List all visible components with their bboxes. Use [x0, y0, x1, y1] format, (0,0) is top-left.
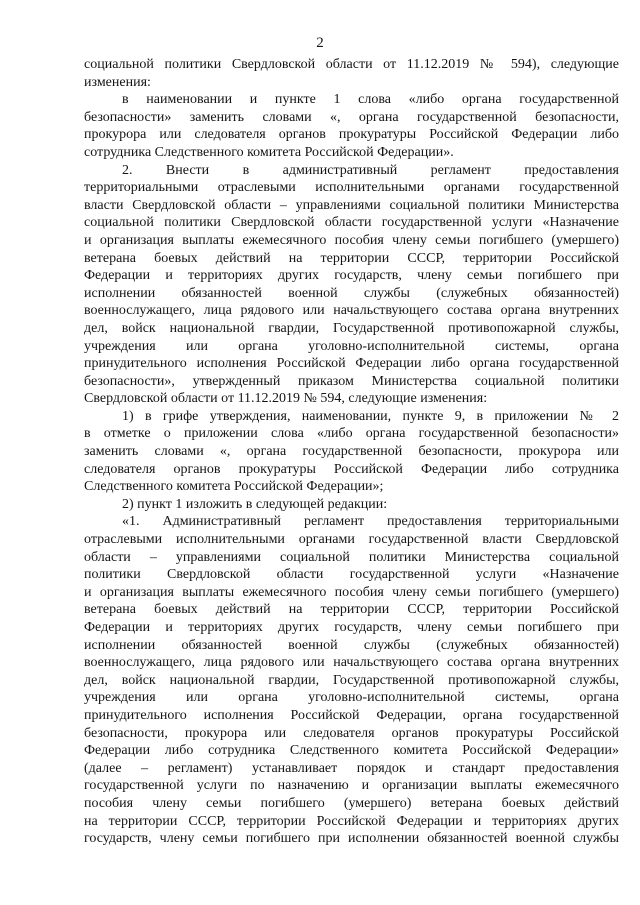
text-line: государств, члену семьи погибшего при исполнении обязанностей военной службы	[84, 831, 619, 847]
text-line: безопасности» заменить словами «, органа государственной безопасности,	[84, 109, 619, 125]
document-body	[84, 56, 619, 848]
text-line: сотрудника Следственного комитета Российской Федерации».	[84, 144, 454, 160]
text-line: пособия члену семьи погибшего (умершего) ветерана боевых действий	[84, 795, 619, 811]
text-line: социальной политики Свердловской области от 11.12.2019 № 594), следующие	[84, 57, 619, 72]
text-line: Федерации и территориях других государств, члену семьи погибшего при	[84, 620, 619, 635]
text-line: исполнении обязанностей военной службы (служебных обязанностей)	[84, 637, 619, 653]
text-line: учреждения или органа уголовно-исполнительной системы, органа	[84, 690, 619, 706]
text-line: ветерана боевых действий на территории СССР, территории Российской	[84, 250, 619, 266]
text-line: власти Свердловской области – управлениями социальной политики Министерства	[84, 197, 619, 213]
text-line: «1. Административный регламент предоставления территориальными	[122, 514, 619, 530]
text-line: дел, войск национальной гвардии, Государственной противопожарной службы,	[84, 320, 619, 336]
text-line: Федерации либо сотрудника Следственного комитета Российской Федерации»	[84, 743, 619, 759]
text-line: следователя органов прокуратуры Российской Федерации либо сотрудника	[84, 461, 619, 477]
text-line: принудительного исполнения Российской Федерации либо органа государственной	[84, 356, 619, 372]
text-line: политики Свердловской области государственной услуги «Назначение	[84, 567, 619, 583]
text-line: отраслевыми исполнительными органами государственной власти Свердловской	[84, 532, 619, 548]
text-line: военнослужащего, лица рядового или начальствующего состава органа внутренних	[84, 655, 619, 671]
text-line: 2) пункт 1 изложить в следующей редакции:	[122, 496, 388, 512]
text-line: территориальными отраслевыми исполнительными органами государственной	[84, 180, 619, 196]
text-line: и организация выплаты ежемесячного пособия члену семьи погибшего (умершего)	[84, 584, 619, 600]
text-line: 2. Внести в административный регламент предоставления	[122, 162, 619, 178]
text-line: (далее – регламент) устанавливает порядок и стандарт предоставления	[84, 760, 619, 776]
text-line: Следственного комитета Российской Федерации»;	[84, 479, 384, 495]
text-line: 1) в грифе утверждения, наименовании, пункте 9, в приложении № 2	[122, 408, 619, 424]
text-line: принудительного исполнения Российской Федерации, органа государственной	[84, 707, 619, 723]
text-line: и организация выплаты ежемесячного пособия члену семьи погибшего (умершего)	[84, 232, 619, 248]
text-line: исполнении обязанностей военной службы (служебных обязанностей)	[84, 285, 619, 301]
text-line: в отметке о приложении слова «либо органа государственной безопасности»	[84, 426, 619, 442]
text-line: заменить словами «, органа государственной безопасности, прокурора или	[84, 444, 619, 460]
text-line: социальной политики Свердловской области государственной услуги «Назначение	[84, 215, 619, 231]
text-line: военнослужащего, лица рядового или начальствующего состава органа внутренних	[84, 303, 619, 319]
text-line: безопасности», утвержденный приказом Министерства социальной политики	[84, 373, 619, 389]
text-line: дел, войск национальной гвардии, Государственной противопожарной службы,	[84, 672, 619, 688]
text-line: безопасности, прокурора или следователя органов прокуратуры Российской	[84, 725, 619, 741]
text-line: на территории СССР, территории Российской Федерации и территориях других	[84, 813, 619, 829]
text-line: прокурора или следователя органов прокуратуры Российской Федерации либо	[84, 127, 619, 143]
text-line: изменения:	[84, 74, 151, 90]
page-number: 2	[316, 35, 324, 51]
text-line: Свердловской области от 11.12.2019 № 594, следующие изменения:	[84, 391, 488, 407]
text-line: области – управлениями социальной политики Министерства социальной	[84, 549, 619, 565]
text-line: государственной услуги по назначению и организации выплаты ежемесячного	[84, 778, 619, 794]
text-line: ветерана боевых действий на территории СССР, территории Российской	[84, 602, 619, 618]
text-line: Федерации и территориях других государств, члену семьи погибшего при	[84, 268, 619, 284]
text-line: в наименовании и пункте 1 слова «либо органа государственной	[122, 92, 619, 108]
text-line: учреждения или органа уголовно-исполнительной системы, органа	[84, 338, 619, 354]
